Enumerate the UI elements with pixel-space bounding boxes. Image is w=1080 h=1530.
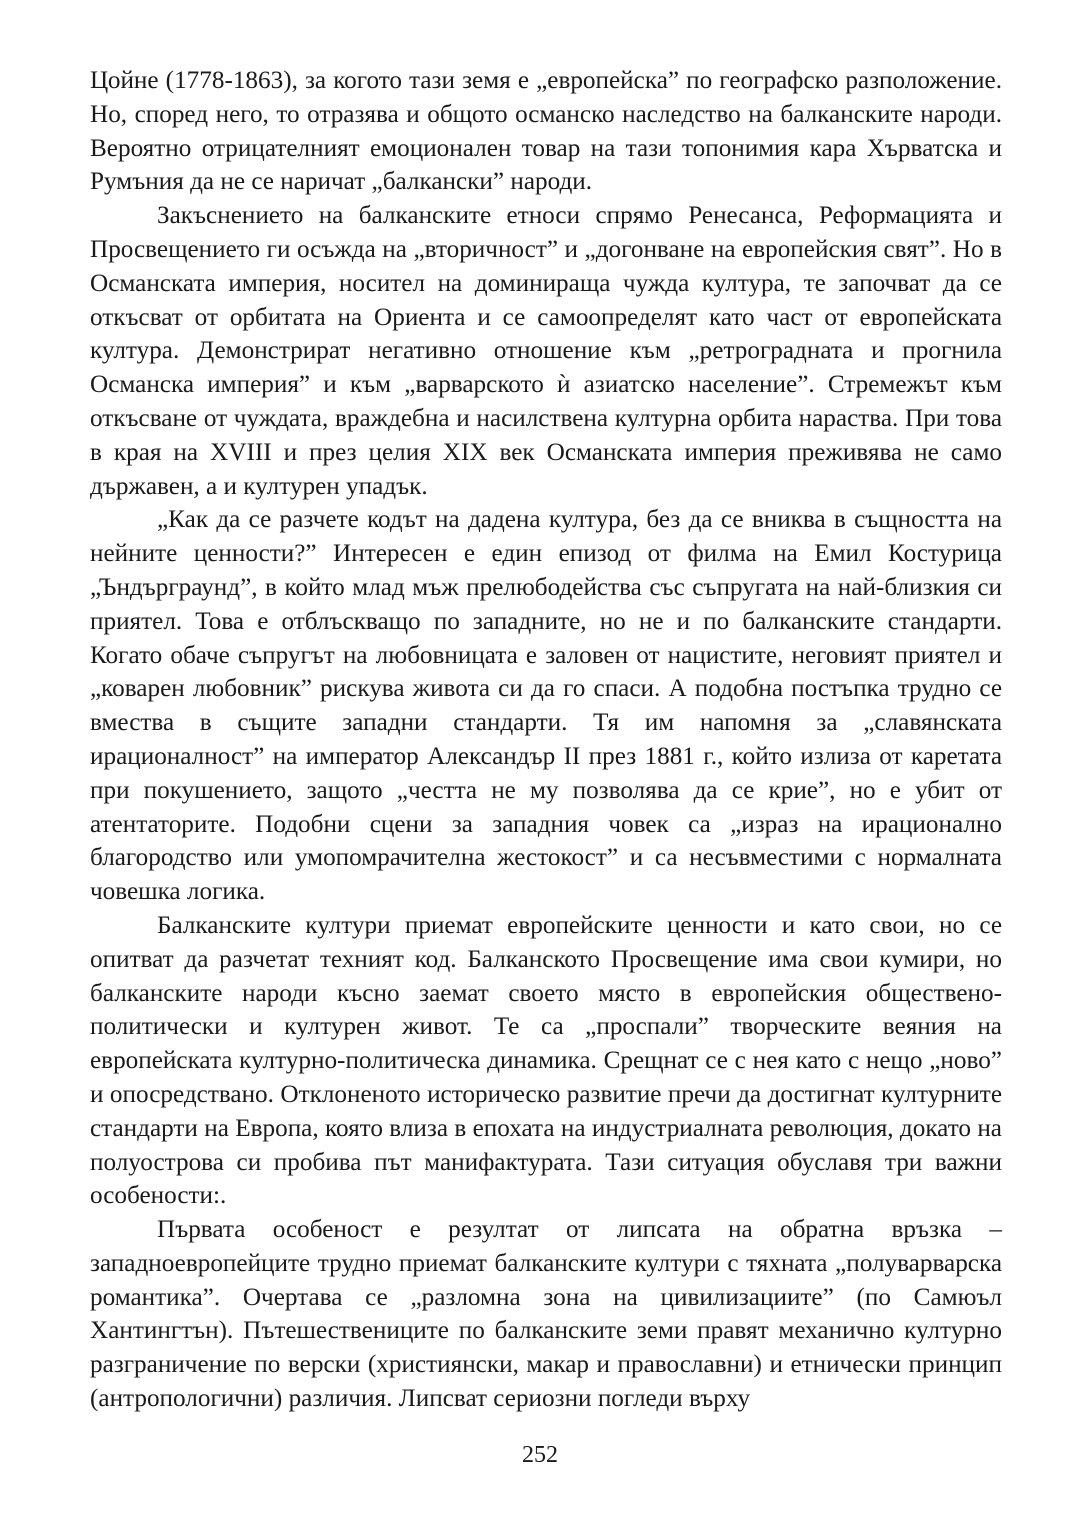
document-page <box>90 64 1002 1416</box>
paragraph-belatedness: Закъснението на балканските етноси спрямо Ренесанса, Реформацията и Просвещението ги осъжда на „вторичност” и „догонване на европейския свят”. Но в Османската империя, носител на доминираща чужда култура, те започват да се откъсват от орбитата на Ориента и се самоопределят като част от европейската култура. Демонстрират негативно отношение към „ретроградната и прогнила Османска империя” и към „варварското ѝ азиатско население”. Стремежът към откъсване от чуждата, враждебна и насилствена културна орбита нараства. При това в края на XVIII и през целия XIX век Османската империя преживява не само държавен, а и културен упадък. <box>90 202 1002 500</box>
paragraph-cultural-code: „Как да се разчете кодът на дадена култура, без да се вниква в същността на нейните ценности?” Интересен е един епизод от филма на Емил Костурица „Ъндърграунд”, в който млад мъж прелюбодейства със съпругата на най-близкия си приятел. Това е отблъскващо по западните, но не и по балканските стандарти. Когато обаче съпругът на любовницата е заловен от нацистите, неговият приятел и „коварен любовник” рискува живота си да го спаси. А подобна постъпка трудно се вмества в същите западни стандарти. Тя им напомня за „славянската ирационалност” на император Александър II през 1881 г., който излиза от каретата при покушението, защото „честта не му позволява да се крие”, но е убит от атентаторите. Подобни сцени за западния човек са „израз на ирационално благородство или умопомрачителна жестокост” и са несъвместими с нормалната човешка логика. <box>90 506 1002 906</box>
paragraph-european-values: Балканските култури приемат европейските ценности и като свои, но се опитват да разчетат техният код. Балканското Просвещение има свои кумири, но балканските народи късно заемат своето място в европейския обществено-политически и културен живот. Те са „проспали” творческите веяния на европейската културно-политическа динамика. Срещнат се с нея като с нещо „ново” и опосредствано. Отклоненото историческо развитие пречи да достигнат културните стандарти на Европа, която влиза в епохата на индустриалната революция, докато на полуострова си пробива път манифактурата. Тази ситуация обуславя три важни особености:. <box>90 911 1002 1210</box>
page-number: 252 <box>522 1442 558 1468</box>
paragraph-continuation: Цойне (1778-1863), за когото тази земя е „европейска” по географско разположение. Но, според него, то отразява и общото османско наследство на балканските народи. Вероятно отрицателният емоционален товар на тази топонимия кара Хърватска и Румъния да не се наричат „балкански” народи. <box>90 67 1002 196</box>
paragraph-first-feature: Първата особеност е резултат от липсата на обратна връзка – западноевропейците трудно приемат балканските култури с тяхната „полуварварска романтика”. Очертава се „разломна зона на цивилизациите” (по Самюъл Хантингтън). Пътешествениците по балканските земи правят механично културно разграничение по верски (християнски, макар и православни) и етнически принцип (антропологични) различия. Липсват сериозни погледи върху <box>90 1216 1002 1413</box>
